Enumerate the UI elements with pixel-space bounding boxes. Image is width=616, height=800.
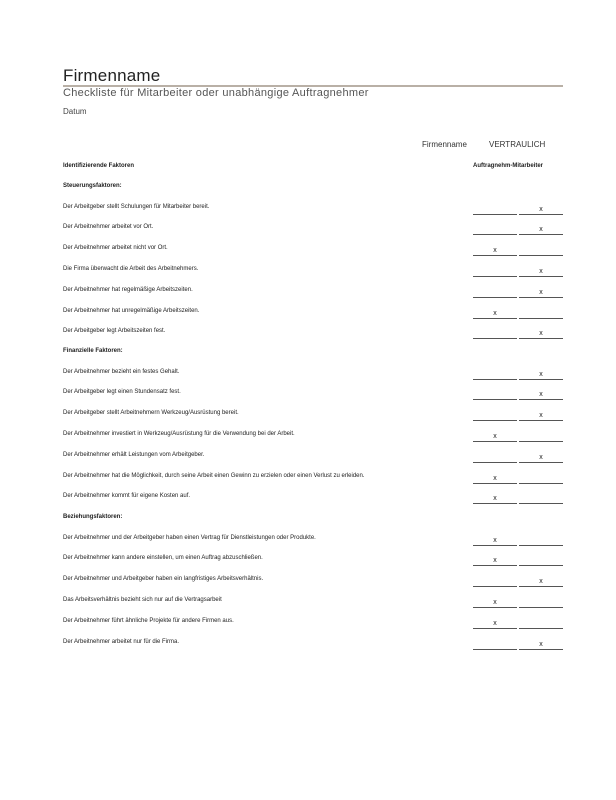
employee-answer-line[interactable]: [519, 412, 563, 421]
checklist-row: [0, 245, 616, 259]
checklist-row: [0, 204, 616, 218]
employee-mark: x: [539, 288, 543, 296]
employee-answer-line[interactable]: [519, 226, 563, 235]
factor-text: Der Arbeitnehmer hat regelmäßige Arbeitszeiten.: [63, 286, 193, 293]
factor-text: Der Arbeitnehmer bezieht ein festes Gehalt.: [63, 368, 180, 375]
employee-mark: x: [539, 330, 543, 338]
factor-text: Der Arbeitnehmer erhält Leistungen vom Arbeitgeber.: [63, 451, 205, 458]
contractor-answer-line[interactable]: [473, 379, 517, 380]
factor-text: Der Arbeitnehmer und der Arbeitgeber haben einen Vertrag für Dienstleistungen oder Produkte.: [63, 534, 316, 541]
employee-answer-line[interactable]: [519, 441, 563, 442]
factor-text: Der Arbeitgeber stellt Arbeitnehmern Werkzeug/Ausrüstung bereit.: [63, 410, 239, 417]
checklist-row: [0, 389, 616, 403]
checklist-row: [0, 618, 616, 632]
checklist-row: [0, 410, 616, 424]
contractor-answer-line[interactable]: [473, 399, 517, 400]
employee-answer-line[interactable]: [519, 288, 563, 298]
factor-text: Der Arbeitnehmer kommt für eigene Kosten auf.: [63, 493, 191, 500]
section-title: Steuerungsfaktoren:: [63, 183, 122, 189]
contractor-answer-line[interactable]: [473, 536, 517, 546]
factor-text: Der Arbeitnehmer arbeitet nur für die Firma.: [63, 638, 180, 645]
contractor-answer-line[interactable]: [473, 276, 517, 277]
employee-answer-line[interactable]: [519, 391, 563, 400]
employee-answer-line[interactable]: [519, 453, 563, 463]
employee-answer-line[interactable]: [519, 640, 563, 650]
contractor-answer-line[interactable]: [473, 474, 517, 484]
checklist-row: [0, 287, 616, 301]
checklist-row: [0, 431, 616, 445]
employee-mark: x: [539, 391, 543, 399]
contractor-answer-line[interactable]: [473, 247, 517, 256]
date-label: Datum: [63, 107, 87, 116]
checklist-row: [0, 535, 616, 549]
confidential-label: VERTRAULICH: [489, 140, 546, 149]
section-title: Beziehungsfaktoren:: [63, 514, 123, 520]
employee-mark: x: [539, 226, 543, 234]
employee-answer-line[interactable]: [519, 318, 563, 319]
factor-text: Das Arbeitsverhältnis bezieht sich nur auf die Vertragsarbeit: [63, 596, 222, 603]
checklist-row: [0, 369, 616, 383]
document-subtitle: Checkliste für Mitarbeiter oder unabhängige Auftragnehmer: [63, 87, 369, 99]
factor-text: Der Arbeitnehmer und Arbeitgeber haben ein langfristiges Arbeitsverhältnis.: [63, 576, 264, 583]
factor-text: Der Arbeitgeber stellt Schulungen für Mitarbeiter bereit.: [63, 203, 210, 210]
checklist-row: [0, 493, 616, 507]
factor-text: Die Firma überwacht die Arbeit des Arbeitnehmers.: [63, 265, 199, 272]
employee-mark: x: [539, 370, 543, 378]
employee-answer-line[interactable]: [519, 483, 563, 484]
company-name: Firmenname: [63, 66, 161, 85]
employee-answer-line[interactable]: [519, 205, 563, 215]
contractor-answer-line[interactable]: [473, 495, 517, 504]
contractor-answer-line[interactable]: [473, 309, 517, 319]
employee-mark: x: [539, 640, 543, 648]
factor-text: Der Arbeitnehmer kann andere einstellen, um einen Auftrag abzuschließen.: [63, 555, 263, 562]
checklist-row: [0, 266, 616, 280]
contractor-mark: x: [493, 247, 497, 255]
contractor-answer-line[interactable]: [473, 420, 517, 421]
column-labels: Auftragnehm-Mitarbeiter: [473, 163, 544, 169]
employee-mark: x: [539, 412, 543, 420]
factor-text: Der Arbeitnehmer arbeitet vor Ort.: [63, 224, 154, 231]
factor-text: Der Arbeitnehmer führt ähnliche Projekte für andere Firmen aus.: [63, 617, 234, 624]
employee-answer-line[interactable]: [519, 607, 563, 608]
contractor-answer-line[interactable]: [473, 234, 517, 235]
employee-answer-line[interactable]: [519, 370, 563, 380]
employee-answer-line[interactable]: [519, 545, 563, 546]
contractor-answer-line[interactable]: [473, 214, 517, 215]
contractor-mark: x: [493, 474, 497, 482]
contractor-mark: x: [493, 536, 497, 544]
contractor-mark: x: [493, 495, 497, 503]
checklist-row: [0, 555, 616, 569]
contractor-mark: x: [493, 557, 497, 565]
factor-text: Der Arbeitnehmer hat unregelmäßige Arbeitszeiten.: [63, 307, 200, 314]
employee-answer-line[interactable]: [519, 267, 563, 277]
checklist-row: [0, 576, 616, 590]
factor-text: Der Arbeitnehmer investiert in Werkzeug/Ausrüstung für die Verwendung bei der Arbeit.: [63, 430, 295, 437]
contractor-answer-line[interactable]: [473, 586, 517, 587]
employee-answer-line[interactable]: [519, 565, 563, 566]
section-title: Finanzielle Faktoren:: [63, 348, 123, 354]
checklist-row: [0, 308, 616, 322]
factors-label: Identifizierende Faktoren: [63, 163, 135, 169]
employee-mark: x: [539, 267, 543, 275]
contractor-answer-line[interactable]: [473, 297, 517, 298]
contractor-answer-line[interactable]: [473, 557, 517, 566]
contractor-answer-line[interactable]: [473, 598, 517, 608]
employee-answer-line[interactable]: [519, 330, 563, 339]
contractor-mark: x: [493, 432, 497, 440]
checklist-row: [0, 473, 616, 487]
checklist-row: [0, 224, 616, 238]
employee-mark: x: [539, 205, 543, 213]
employee-answer-line[interactable]: [519, 578, 563, 587]
checklist-row: [0, 639, 616, 653]
contractor-answer-line[interactable]: [473, 432, 517, 442]
contractor-answer-line[interactable]: [473, 619, 517, 629]
employee-mark: x: [539, 578, 543, 586]
employee-answer-line[interactable]: [519, 628, 563, 629]
contractor-answer-line[interactable]: [473, 649, 517, 650]
checklist-row: [0, 597, 616, 611]
contractor-answer-line[interactable]: [473, 462, 517, 463]
factor-text: Der Arbeitgeber legt Arbeitszeiten fest.: [63, 328, 166, 335]
employee-mark: x: [539, 453, 543, 461]
contractor-mark: x: [493, 619, 497, 627]
checklist-row: [0, 328, 616, 342]
checklist-row: [0, 452, 616, 466]
employee-answer-line[interactable]: [519, 255, 563, 256]
contractor-mark: x: [493, 309, 497, 317]
factor-text: Der Arbeitgeber legt einen Stundensatz fest.: [63, 389, 181, 396]
contractor-mark: x: [493, 598, 497, 606]
factor-text: Der Arbeitnehmer arbeitet nicht vor Ort.: [63, 245, 168, 252]
employee-answer-line[interactable]: [519, 503, 563, 504]
contractor-answer-line[interactable]: [473, 338, 517, 339]
header-company-name: Firmenname: [422, 140, 467, 149]
factor-text: Der Arbeitnehmer hat die Möglichkeit, durch seine Arbeit einen Gewinn zu erzielen oder einen Verlust zu erleiden.: [63, 472, 365, 479]
